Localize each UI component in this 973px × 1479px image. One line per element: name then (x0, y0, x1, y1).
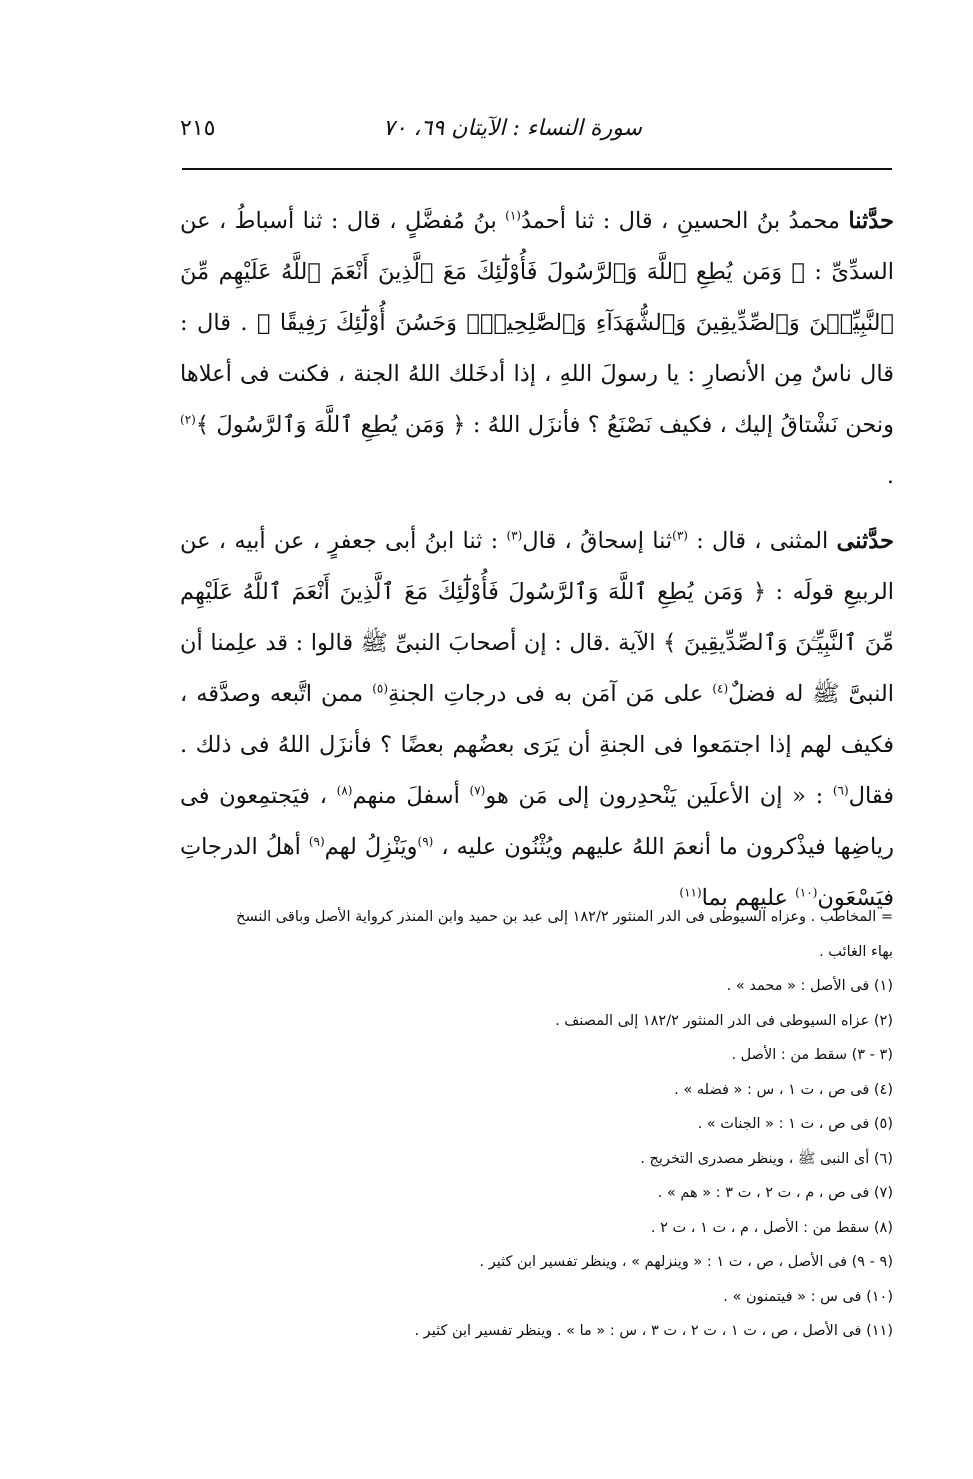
paragraph-lead: حدَّثنى (836, 528, 894, 554)
footnote-ref: (٣) (506, 528, 523, 543)
footnote-8: (٨) سقط من : الأصل ، م ، ت ١ ، ت ٢ . (650, 1219, 893, 1236)
footnote-ref: (١١) (679, 885, 702, 900)
text-run: . (886, 463, 894, 489)
quran-quote: ﴿ وَمَن يُطِعِ ٱللَّهَ وَٱلرَّسُولَ فَأُوْلَٰٓئِكَ مَعَ ٱلَّذِينَ أَنْعَمَ ٱللَّهُ عَلَيْهِم مِّنَ ٱلنَّبِيِّـۧنَ وَٱلصِّدِّيقِينَ وَٱلشُّهَدَآءِ وَٱلصَّٰلِحِينَۚ وَحَسُنَ أُوْلَٰٓئِكَ رَفِيقًا ﴾ (180, 259, 894, 336)
text-run: على مَن آمَن به فى درجاتِ الجنةِ (388, 681, 713, 707)
footnotes (200, 900, 893, 1349)
footnote-ref: (٤) (712, 681, 729, 696)
text-run: أهلُ الدرجاتِ فيَسْعَون (180, 834, 894, 911)
footnote-3: (٣ - ٣) سقط من : الأصل . (731, 1047, 893, 1063)
header-rule (182, 168, 892, 170)
footnote-ref: (٢) (180, 412, 196, 427)
text-run: أسفلَ منهم (352, 783, 470, 809)
footnote-ref: (٩) (308, 834, 325, 849)
footnote-7: (٧) فى ص ، م ، ت ٢ ، ت ٣ : « هم » . (657, 1185, 893, 1201)
page-number: ٢١٥ (180, 116, 216, 141)
footnote-5: (٥) فى ص ، ت ١ : « الجنات » . (697, 1116, 893, 1132)
text-run: بنُ مُفضَّلٍ ، قال : ثنا أسباطُ ، عن السدِّىِّ : (180, 208, 894, 285)
footnote-continuation: بهاء الغائب . (819, 943, 893, 960)
text-run: : « إن الأعلَين يَنْحدِرون إلى مَن هو (485, 783, 833, 809)
paragraph-1 (180, 196, 894, 502)
text-run: عليهم بما (701, 885, 796, 911)
footnote-ref: (٥) (372, 681, 389, 696)
footnote-ref: (١٠) (795, 885, 818, 900)
footnote-4: (٤) فى ص ، ت ١ ، س : « فضله » . (674, 1081, 893, 1098)
text-run: محمدُ بنُ الحسينِ ، قال : ثنا أحمدُ (520, 208, 849, 234)
paragraph-2 (180, 516, 894, 924)
footnote-1: (١) فى الأصل : « محمد » . (726, 978, 893, 994)
text-run: المثنى ، قال : (687, 528, 837, 554)
footnote-10: (١٠) فى س : « فيتمنون » . (723, 1288, 893, 1305)
footnote-2: (٢) عزاه السيوطى فى الدر المنثور ٢/‏١٨٢ إلى المصنف . (555, 1012, 893, 1029)
footnote-ref: (٨) (336, 783, 353, 798)
footnote-ref: (١) (505, 208, 521, 223)
text-run: : ثنا ابنُ أبى جعفرٍ ، عن أبيه ، عن الربيعِ قولَه : (180, 528, 895, 605)
footnote-9: (٩ - ٩) فى الأصل ، ص ، ت ١ : « وينزلهم » ، وينظر تفسير ابن كثير . (479, 1254, 893, 1270)
running-header (180, 116, 892, 156)
quran-quote: ﴿ وَمَن يُطِعِ ٱللَّهَ وَٱلرَّسُولَ ﴾ (195, 412, 466, 438)
footnote-ref: (٦) (832, 783, 849, 798)
footnote-ref: (٩) (417, 834, 434, 849)
text-run: ثنا إسحاقُ ، قال (522, 528, 673, 554)
footnote-ref: (٣) (672, 528, 688, 543)
main-text (180, 196, 894, 938)
text-run: ، فيَجتمِعون فى رياضِها فيذْكرون ما أنعمَ اللهُ عليهم ويُثْنُون عليه ، (180, 783, 894, 860)
footnote-continuation: = المخاطَب . وعزاه السيوطى فى الدر المنثور ٢/‏١٨٢ إلى عبد بن حميد وابن المنذر كرواية الأصل وباقى النسخ (236, 909, 893, 925)
text-run: ويَنْزِلُ لهم (324, 834, 418, 860)
footnote-6: (٦) أى النبى ﷺ ، وينظر مصدرى التخريج . (640, 1150, 893, 1167)
footnote-11: (١١) فى الأصل ، ص ، ت ١ ، ت ٢ ، ت ٣ ، س : « ما » . وينظر تفسير ابن كثير . (414, 1323, 893, 1339)
header-title: سورة النساء : الآيتان ٦٩، ٧٠ (382, 116, 642, 141)
paragraph-lead: حدَّثنا (848, 208, 894, 234)
text-run: ممن اتَّبعه وصدَّقه ، فكيف لهم إذا اجتمَعوا فى الجنةِ أن يَرَى بعضُهم بعضًا ؟ فأنزَل اللهُ فى ذلك . فقال (180, 681, 894, 809)
text-run: . قال : قال ناسٌ مِن الأنصارِ : يا رسولَ اللهِ ، إذا أدخَلك اللهُ الجنة ، فكنت فى أعلاها ونحن نَشْتاقُ إليك ، فكيف نَصْنَعُ ؟ فأنزَل اللهُ : (180, 310, 895, 438)
footnote-ref: (٧) (469, 783, 486, 798)
quran-quote: ﴿ وَمَن يُطِعِ ٱللَّهَ وَٱلرَّسُولَ فَأُوْلَٰٓئِكَ مَعَ ٱلَّذِينَ أَنْعَمَ ٱللَّهُ عَلَيْهِم مِّنَ ٱلنَّبِيِّـۧنَ وَٱلصِّدِّيقِينَ ﴾ (180, 579, 894, 656)
text-run: الآية .قال : إن أصحابَ النبىِّ ﷺ قالوا : قد علِمنا أن النبىَّ ﷺ له فضلٌ (180, 630, 894, 707)
